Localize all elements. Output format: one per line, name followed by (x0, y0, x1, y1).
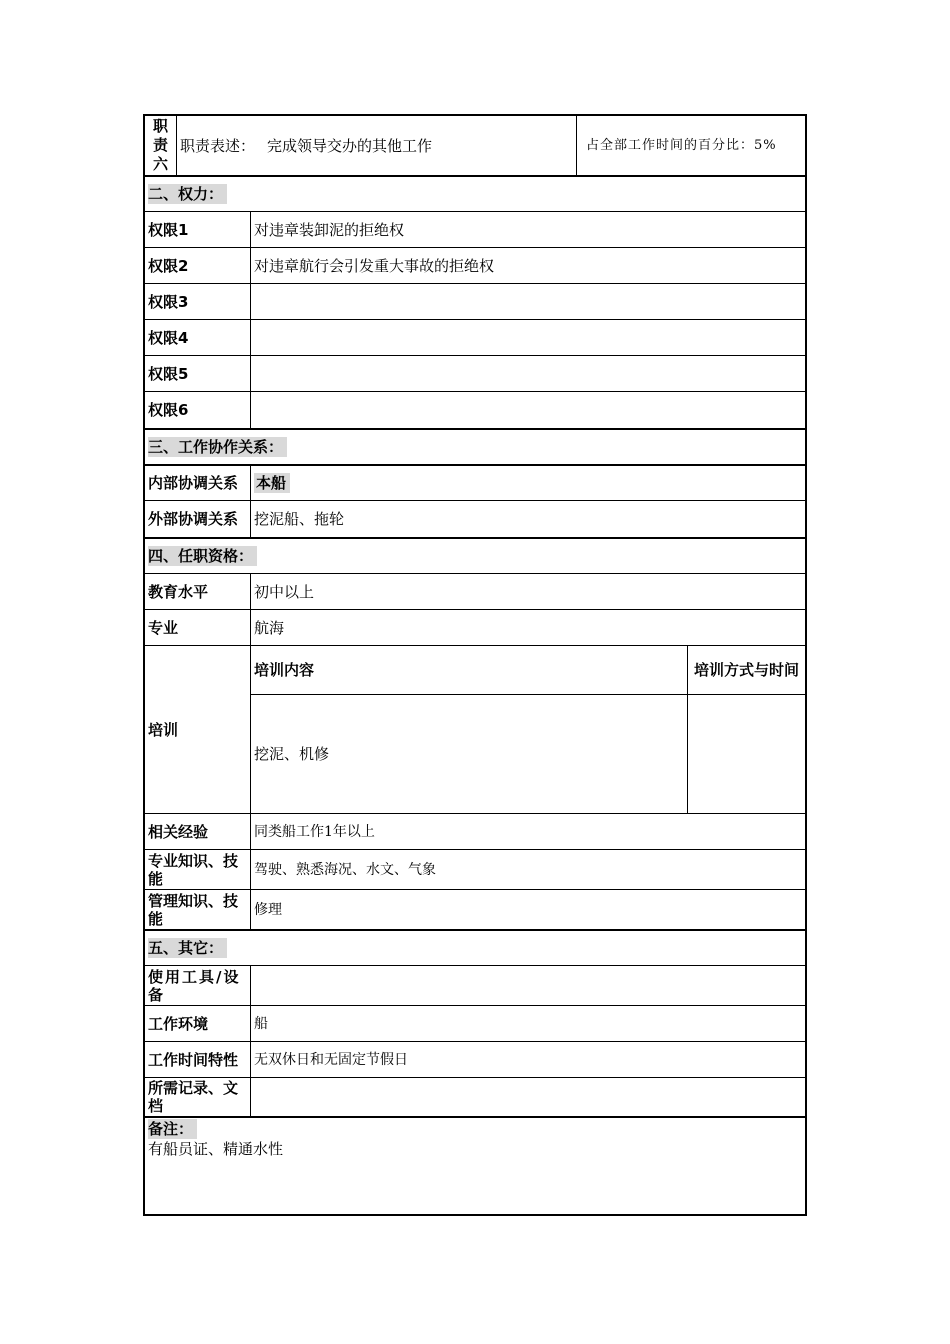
training-label: 培训 (148, 720, 179, 739)
tools-value (250, 966, 805, 1005)
authority-label: 权限4 (148, 328, 189, 347)
authority-row (145, 319, 805, 355)
authority-row (145, 283, 805, 319)
section4-header (145, 537, 805, 573)
management-skill-value: 修理 (250, 890, 805, 929)
duty6-label: 职责六 (152, 117, 168, 173)
section3-title: 三、工作协作关系： (148, 437, 287, 457)
authority-value: 对违章装卸泥的拒绝权 (250, 212, 805, 247)
section5-title: 五、其它： (148, 938, 227, 958)
major-label: 专业 (148, 618, 179, 637)
tools-label: 使用工具/设备 (148, 967, 241, 1004)
section2-header (145, 175, 805, 211)
internal-relation-label: 内部协调关系 (148, 474, 239, 492)
major-row (145, 609, 805, 645)
records-value (250, 1078, 805, 1116)
authority-value: 对违章航行会引发重大事故的拒绝权 (250, 248, 805, 283)
records-row (145, 1077, 805, 1116)
management-skill-row (145, 889, 805, 929)
experience-label: 相关经验 (148, 822, 209, 841)
authority-row (145, 247, 805, 283)
section3-header (145, 428, 805, 464)
work-time-label: 工作时间特性 (148, 1050, 239, 1069)
duty6-description-label: 职责表述： (180, 136, 256, 155)
duty6-description: 完成领导交办的其他工作 (267, 136, 433, 155)
professional-skill-row (145, 849, 805, 889)
training-method (687, 695, 805, 813)
internal-relation-value: 本船 (254, 473, 290, 493)
education-value: 初中以上 (250, 574, 805, 609)
experience-row (145, 813, 805, 849)
training-content-header: 培训内容 (250, 646, 687, 695)
major-value: 航海 (250, 610, 805, 645)
training-block (145, 645, 805, 813)
authority-row (145, 391, 805, 428)
work-time-row (145, 1041, 805, 1077)
authority-label: 权限5 (148, 364, 189, 383)
external-relation-value: 挖泥船、拖轮 (250, 501, 805, 537)
remarks-block (145, 1116, 805, 1214)
authority-label: 权限3 (148, 292, 189, 311)
management-skill-label: 管理知识、技能 (148, 891, 239, 928)
job-description-table (143, 114, 807, 1216)
external-relation-label: 外部协调关系 (148, 510, 239, 528)
authority-label: 权限6 (148, 401, 189, 419)
tools-row (145, 965, 805, 1005)
work-environment-row (145, 1005, 805, 1041)
work-environment-label: 工作环境 (148, 1014, 209, 1033)
remarks-title: 备注： (148, 1119, 197, 1139)
professional-skill-value: 驾驶、熟悉海况、水文、气象 (250, 850, 805, 889)
work-environment-value: 船 (250, 1006, 805, 1041)
section5-header (145, 929, 805, 965)
work-time-value: 无双休日和无固定节假日 (250, 1042, 805, 1077)
external-relation-row (145, 500, 805, 537)
duty6-row (145, 116, 805, 175)
remarks-text: 有船员证、精通水性 (148, 1140, 284, 1158)
duty6-description-cell (176, 116, 576, 175)
duty6-time-percent: 占全部工作时间的百分比：5% (576, 116, 805, 175)
authority-label: 权限2 (148, 256, 189, 275)
training-content: 挖泥、机修 (250, 695, 687, 813)
authority-value (250, 320, 805, 355)
education-label: 教育水平 (148, 582, 209, 601)
authority-row (145, 211, 805, 247)
professional-skill-label: 专业知识、技能 (148, 851, 239, 888)
internal-relation-row (145, 464, 805, 500)
experience-value: 同类船工作1年以上 (250, 814, 805, 849)
training-method-header: 培训方式与时间 (687, 646, 805, 695)
authority-value (250, 392, 805, 428)
records-label: 所需记录、文档 (148, 1079, 239, 1115)
authority-row (145, 355, 805, 391)
authority-label: 权限1 (148, 220, 189, 239)
authority-value (250, 356, 805, 391)
authority-value (250, 284, 805, 319)
education-row (145, 573, 805, 609)
section4-title: 四、任职资格： (148, 546, 257, 566)
section2-title: 二、权力： (148, 184, 227, 204)
